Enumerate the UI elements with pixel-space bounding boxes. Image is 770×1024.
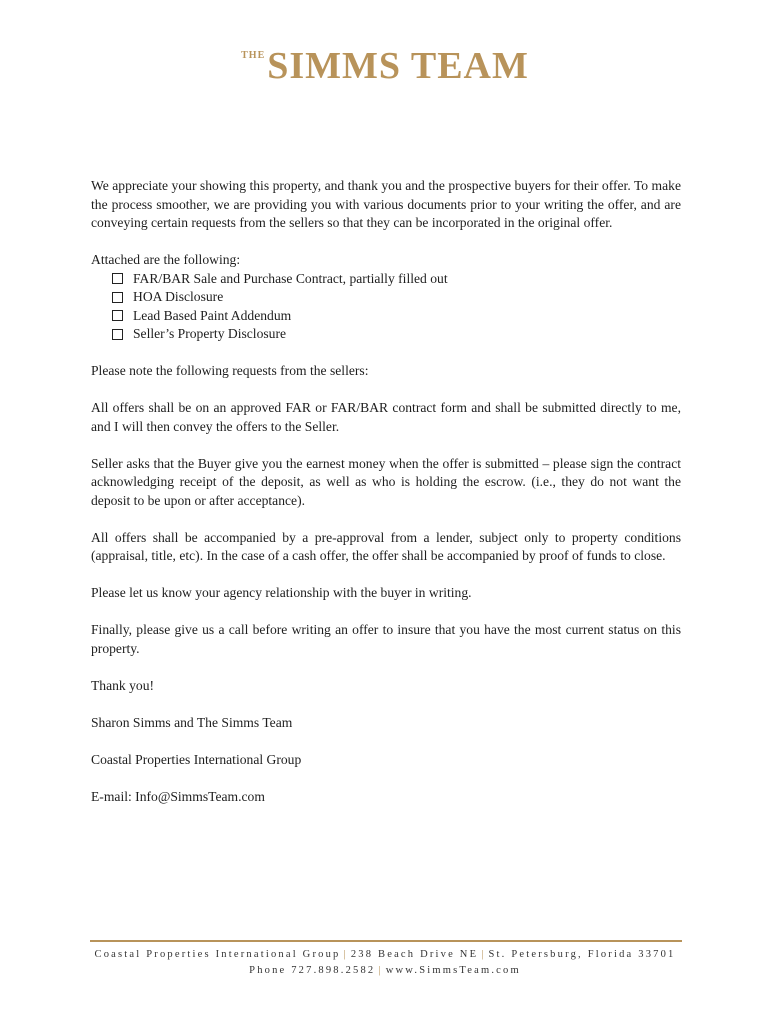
- list-item: [112, 288, 681, 307]
- checkbox-icon: [112, 329, 123, 340]
- request-paragraph-contract: All offers shall be on an approved FAR or FAR/BAR contract form and shall be submitted directly to me, and I will then convey the offers to the Seller.: [91, 400, 681, 434]
- checkbox-icon: [112, 310, 123, 321]
- footer-company: Coastal Properties International Group: [94, 949, 341, 960]
- footer-website: www.SimmsTeam.com: [385, 965, 521, 976]
- list-item: [112, 307, 681, 326]
- request-paragraph-agency: Please let us know your agency relationship with the buyer in writing.: [91, 585, 472, 600]
- footer-address: 238 Beach Drive NE: [350, 949, 479, 960]
- simms-team-logo: [0, 44, 770, 88]
- footer-separator: |: [378, 965, 383, 976]
- footer-contact-line: [0, 963, 770, 979]
- footer-address-line: [0, 947, 770, 963]
- logo-prefix: THE: [241, 50, 266, 61]
- signature-name: Sharon Simms and The Simms Team: [91, 714, 293, 730]
- attachment-label: Lead Based Paint Addendum: [133, 307, 292, 323]
- list-item: [112, 325, 681, 344]
- logo-name: SIMMS TEAM: [267, 45, 529, 87]
- letter-body: [91, 177, 681, 825]
- checkbox-icon: [112, 273, 123, 284]
- checkbox-icon: [112, 292, 123, 303]
- requests-heading: Please note the following requests from the sellers:: [91, 363, 369, 378]
- attachment-list: [91, 270, 681, 344]
- request-paragraph-deposit: Seller asks that the Buyer give you the earnest money when the offer is submitted – please sign the contract acknowledging receipt of the deposit, as well as who is holding the escrow. (i.e., they do not want the deposit to be upon or after acceptance).: [91, 455, 681, 508]
- attachment-label: Seller’s Property Disclosure: [133, 326, 287, 341]
- attached-heading: Attached are the following:: [91, 252, 241, 267]
- footer-divider: [90, 940, 682, 942]
- footer-separator: |: [343, 949, 348, 960]
- footer-city: St. Petersburg, Florida 33701: [488, 949, 676, 960]
- request-paragraph-call: Finally, please give us a call before writing an offer to insure that you have the most current status on this property.: [91, 622, 681, 656]
- attachment-label: HOA Disclosure: [133, 289, 224, 304]
- letterhead-footer: [0, 947, 770, 979]
- intro-paragraph: We appreciate your showing this property, and thank you and the prospective buyers for their offer. To make the process smoother, we are providing you with various documents prior to your writing the offer, and are conveying certain requests from the sellers so that they can be incorporated in the original offer.: [91, 178, 681, 230]
- footer-phone: Phone 727.898.2582: [249, 965, 376, 976]
- list-item: [112, 270, 681, 289]
- footer-separator: |: [481, 949, 486, 960]
- request-paragraph-preapproval: All offers shall be accompanied by a pre-approval from a lender, subject only to property conditions (appraisal, title, etc). In the case of a cash offer, the offer shall be accompanied by proof of funds to close.: [91, 529, 681, 563]
- signature-email: E-mail: Info@SimmsTeam.com: [91, 788, 265, 804]
- closing-line: Thank you!: [91, 677, 155, 693]
- attachment-label: FAR/BAR Sale and Purchase Contract, partially filled out: [133, 270, 448, 286]
- signature-company: Coastal Properties International Group: [91, 751, 302, 767]
